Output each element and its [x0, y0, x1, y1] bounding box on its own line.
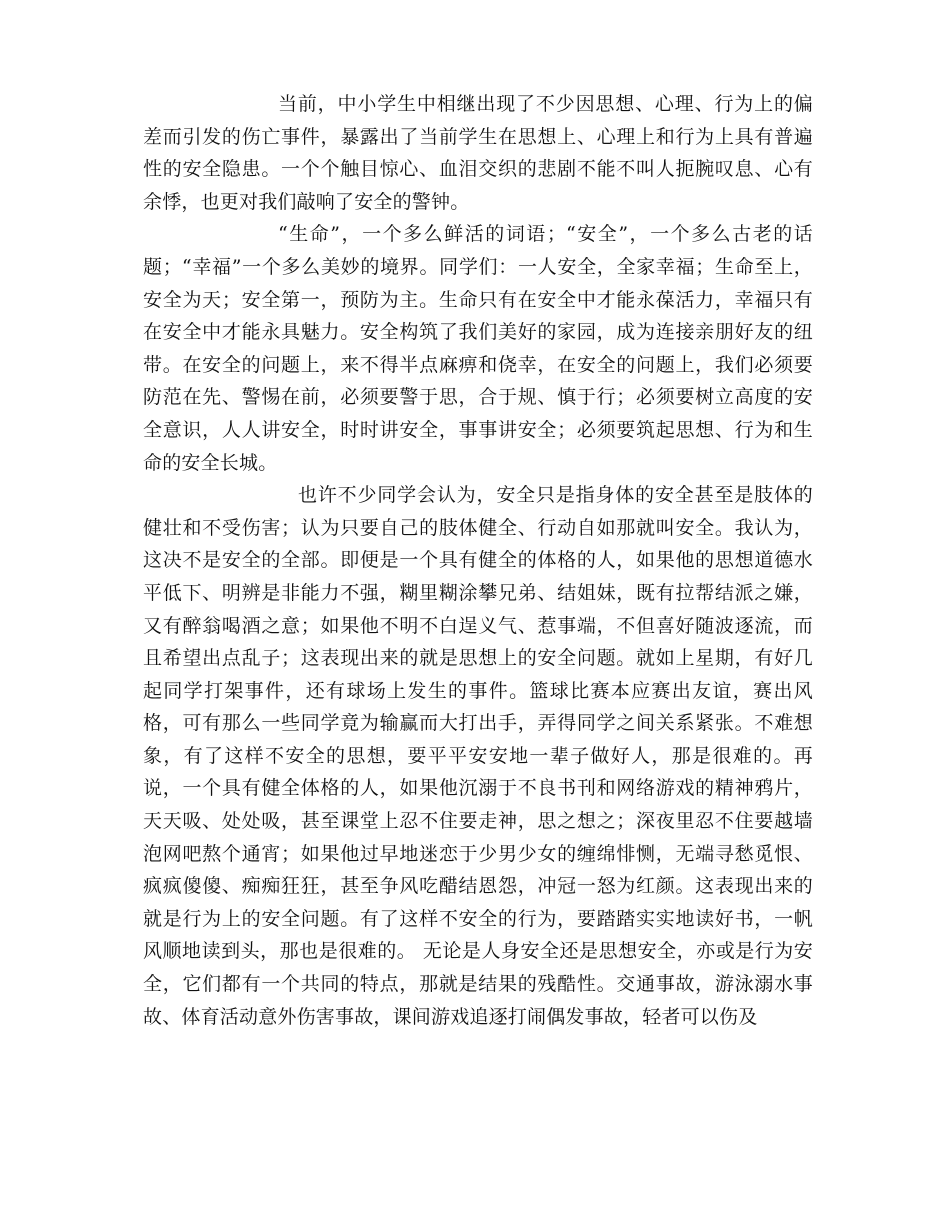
paragraph-3: 也许不少同学会认为，安全只是指身体的安全甚至是肢体的健壮和不受伤害；认为只要自己的肢体健全、行动自如那就叫安全。我认为，这决不是安全的全部。即便是一个具有健全的体格的人，如果他的思想道德水平低下、明辨是非能力不强，糊里糊涂攀兄弟、结姐妹，既有拉帮结派之嫌，又有醉翁喝酒之意；如果他不明不白逞义气、惹事端，不但喜好随波逐流，而且希望出点乱子；这表现出来的就是思想上的安全问题。就如上星期，有好几起同学打架事件，还有球场上发生的事件。篮球比赛本应赛出友谊，赛出风格，可有那么一些同学竟为输赢而大打出手，弄得同学之间关系紧张。不难想象，有了这样不安全的思想，要平平安安地一辈子做好人，那是很难的。再说，一个具有健全体格的人，如果他沉溺于不良书刊和网络游戏的精神鸦片，天天吸、处处吸，甚至课堂上忍不住要走神，思之想之；深夜里忍不住要越墙泡网吧熬个通宵；如果他过早地迷恋于少男少女的缠绵悱恻，无端寻愁觅恨、疯疯傻傻、痴痴狂狂，甚至争风吃醋结恩怨，冲冠一怒为红颜。这表现出来的就是行为上的安全问题。有了这样不安全的行为，要踏踏实实地读好书，一帆风顺地读到头，那也是很难的。 无论是人身安全还是思想安全，亦或是行为安全，它们都有一个共同的特点，那就是结果的残酷性。交通事故，游泳溺水事故、体育活动意外伤害事故，课间游戏追逐打闹偶发事故，轻者可以伤及 — [143, 484, 813, 1028]
paragraph-1: 当前，中小学生中相继出现了不少因思想、心理、行为上的偏差而引发的伤亡事件，暴露出了当前学生在思想上、心理上和行为上具有普遍性的安全隐患。一个个触目惊心、血泪交织的悲剧不能不叫人扼腕叹息、心有余悸，也更对我们敲响了安全的警钟。 — [143, 93, 813, 213]
paragraph-2: “生命”，一个多么鲜活的词语；“安全”，一个多么古老的话题；“幸福”一个多么美妙的境界。同学们：一人安全，全家幸福；生命至上，安全为天；安全第一，预防为主。生命只有在安全中才能永葆活力，幸福只有在安全中才能永具魅力。安全构筑了我们美好的家园，成为连接亲朋好友的纽带。在安全的问题上，来不得半点麻痹和侥幸，在安全的问题上，我们必须要防范在先、警惕在前，必须要警于思，合于规、慎于行；必须要树立高度的安全意识，人人讲安全，时时讲安全，事事讲安全；必须要筑起思想、行为和生命的安全长城。 — [143, 223, 813, 474]
document-page — [143, 88, 813, 1033]
